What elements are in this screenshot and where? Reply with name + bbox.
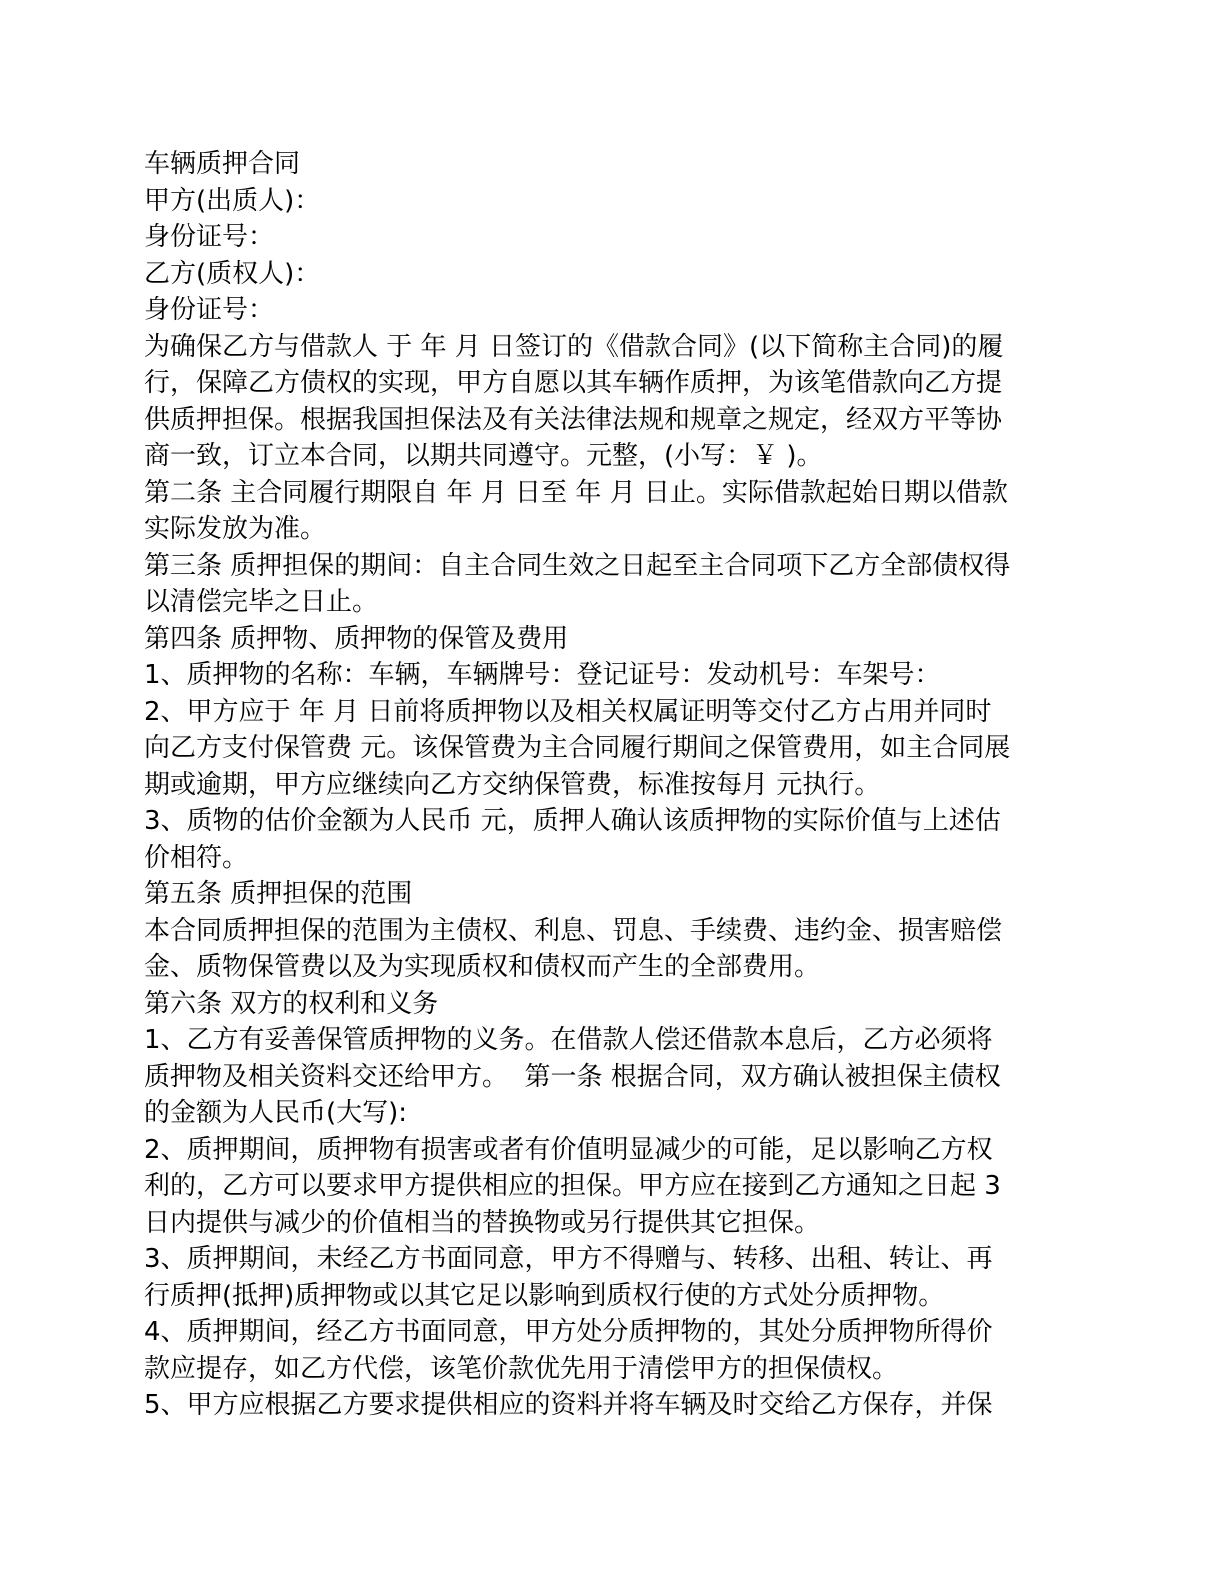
body-line: 金、质物保管费以及为实现质权和债权而产生的全部费用。: [144, 952, 821, 982]
article-3-line: 第三条 质押担保的期间：自主合同生效之日起至主合同项下乙方全部债权得: [144, 550, 1011, 581]
body-line: 4、质押期间，经乙方书面同意，甲方处分质押物的，其处分质押物所得价: [144, 1317, 993, 1347]
body-line: 日内提供与减少的价值相当的替换物或另行提供其它担保。: [144, 1207, 821, 1238]
body-line: 2、质押期间，质押物有损害或者有价值明显减少的可能，足以影响乙方权: [144, 1134, 993, 1165]
body-line: 2、甲方应于 年 月 日前将质押物以及相关权属证明等交付乙方占用并同时: [144, 696, 992, 727]
body-line: 5、甲方应根据乙方要求提供相应的资料并将车辆及时交给乙方保存，并保: [144, 1390, 993, 1420]
body-line: 的金额为人民币(大写):: [144, 1098, 408, 1128]
body-line: 质押物及相关资料交还给甲方。 第一条 根据合同，双方确认被担保主债权: [144, 1061, 1001, 1092]
party-b-label: 乙方(质权人)：: [144, 258, 321, 289]
body-line: 1、乙方有妥善保管质押物的义务。在借款人偿还借款本息后，乙方必须将: [144, 1025, 993, 1055]
article-5-heading: 第五条 质押担保的范围: [144, 879, 413, 909]
party-a-label: 甲方(出质人)：: [144, 185, 321, 216]
body-line: 本合同质押担保的范围为主债权、利息、罚息、手续费、违约金、损害赔偿: [144, 915, 1003, 946]
body-line: 利的，乙方可以要求甲方提供相应的担保。甲方应在接到乙方通知之日起 3: [144, 1171, 1001, 1201]
document-title: 车辆质押合同: [144, 149, 301, 179]
body-line: 行质押(抵押)质押物或以其它足以影响到质权行使的方式处分质押物。: [144, 1280, 945, 1311]
body-line: 供质押担保。根据我国担保法及有关法律法规和规章之规定，经双方平等协: [144, 404, 1003, 435]
article-4-heading: 第四条 质押物、质押物的保管及费用: [144, 623, 569, 654]
body-line: 商一致，订立本合同，以期共同遵守。元整，(小写：￥ )。: [144, 441, 823, 471]
body-line: 行，保障乙方债权的实现，甲方自愿以其车辆作质押，为该笔借款向乙方提: [144, 368, 1003, 398]
party-a-id-label: 身份证号：: [144, 222, 275, 252]
body-line: 价相符。: [144, 842, 249, 873]
body-line: 为确保乙方与借款人 于 年 月 日签订的《借款合同》(以下简称主合同)的履: [144, 331, 1004, 362]
body-line: 款应提存，如乙方代偿，该笔价款优先用于清偿甲方的担保债权。: [144, 1353, 899, 1384]
body-line: 1、质押物的名称：车辆，车辆牌号：登记证号：发动机号：车架号：: [144, 660, 941, 690]
body-line: 3、质物的估价金额为人民币 元，质押人确认该质押物的实际价值与上述估: [144, 806, 1001, 836]
body-line: 实际发放为准。: [144, 514, 327, 544]
article-6-heading: 第六条 双方的权利和义务: [144, 988, 439, 1019]
article-2-line: 第二条 主合同履行期限自 年 月 日至 年 月 日止。实际借款起始日期以借款: [144, 477, 1008, 508]
party-b-id-label: 身份证号：: [144, 295, 275, 325]
body-line: 期或逾期，甲方应继续向乙方交纳保管费，标准按每月 元执行。: [144, 769, 881, 800]
body-line: 以清偿完毕之日止。: [144, 587, 379, 617]
body-line: 3、质押期间，未经乙方书面同意，甲方不得赠与、转移、出租、转让、再: [144, 1244, 993, 1274]
body-line: 向乙方支付保管费 元。该保管费为主合同履行期间之保管费用，如主合同展: [144, 733, 1011, 763]
document-page: [144, 146, 1064, 1424]
